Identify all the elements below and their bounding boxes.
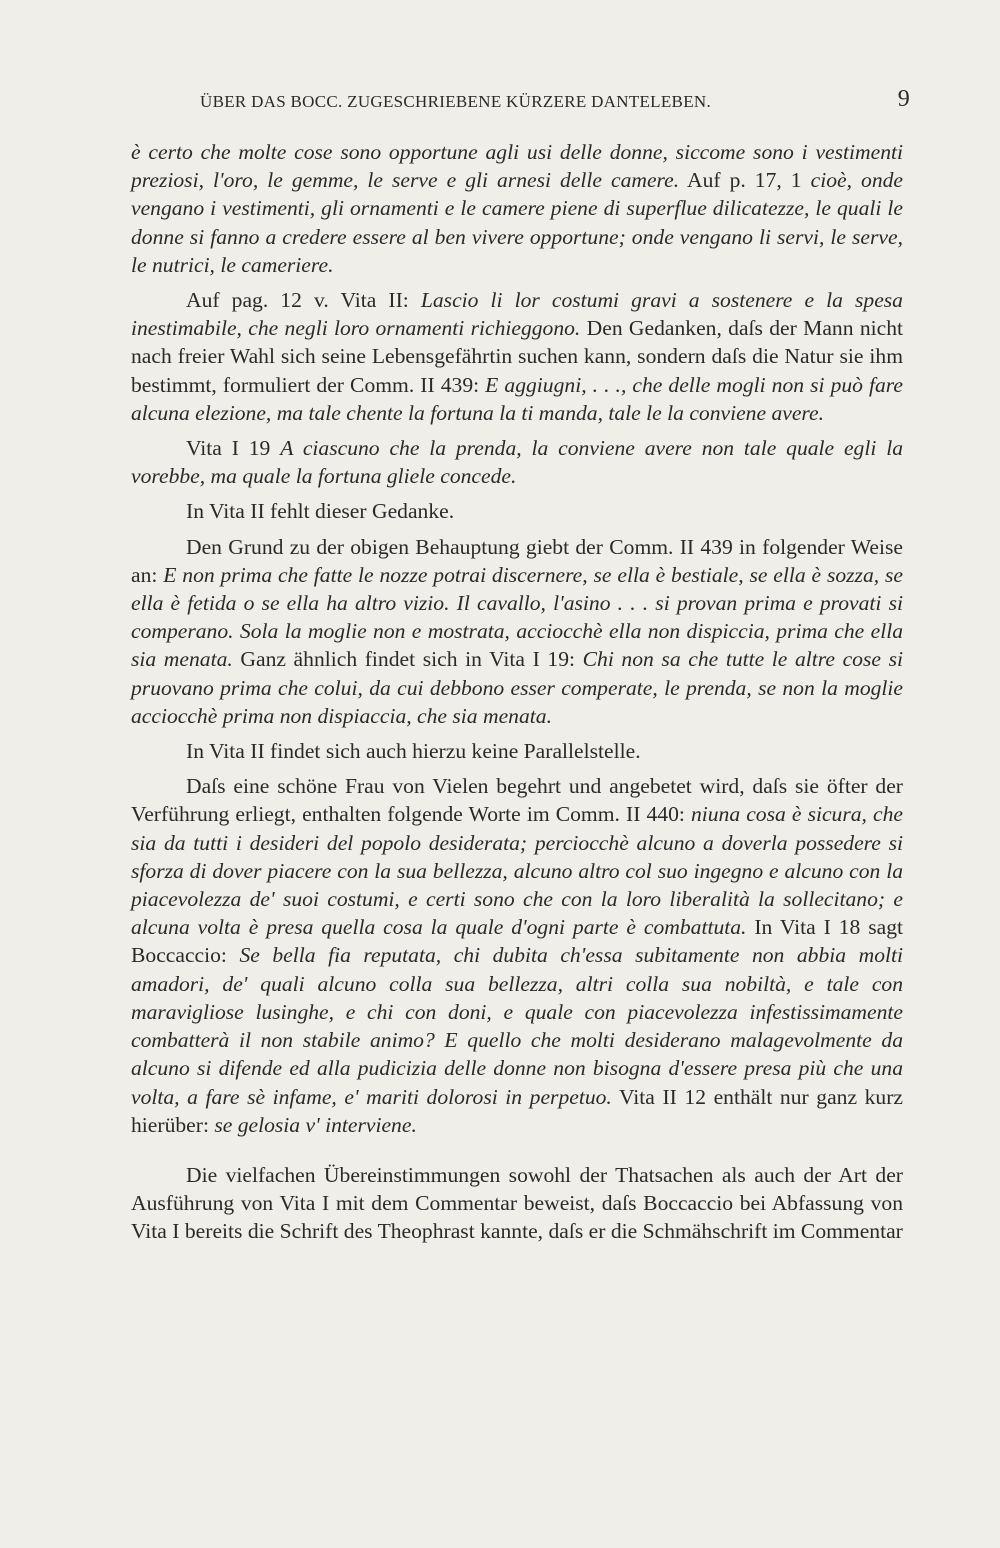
italian-quotation: E aggiugni, . . ., che delle mogli non si può fare alcuna elezione, ma tale chente la fortuna la ti manda, tale le la conviene avere. — [131, 372, 903, 425]
german-text: Auf pag. 12 v. Vita II: — [186, 288, 421, 313]
german-text: Vita I 19 — [186, 436, 281, 461]
german-text: In Vita II findet sich auch hierzu keine Parallelstelle. — [186, 739, 641, 764]
page-number: 9 — [897, 86, 910, 112]
header-title: ÜBER DAS BOCC. ZUGESCHRIEBENE KÜRZERE DANTELEBEN. — [200, 92, 712, 111]
italian-quotation: cioè, onde vengano i vestimenti, gli ornamenti e le camere piene di superflue dilicatezze, le quali le donne si fanno a credere essere al ben vivere opportune; onde vengano li servi, le serve, le nutrici, le cameriere. — [131, 168, 903, 277]
german-text: In Vita I 18 sagt Boccaccio: — [131, 915, 903, 968]
german-text: Daſs eine schöne Frau von Vielen begehrt und angebetet wird, daſs sie öfter der Verführung erliegt, enthalten folgende Worte im Comm. II 440: — [131, 774, 903, 827]
italian-quotation: Lascio li lor costumi gravi a sostenere e la spesa inestimabile, che negli loro ornamenti richieggono. — [131, 288, 903, 341]
german-text: Den Gedanken, daſs der Mann nicht nach freier Wahl sich seine Lebensgefährtin suchen kann, sondern daſs die Natur sie ihm bestimmt, formuliert der Comm. II 439: — [131, 316, 903, 397]
german-text: In Vita II fehlt dieser Gedanke. — [186, 499, 455, 524]
paragraph — [131, 533, 903, 730]
italian-quotation: Chi non sa che tutte le altre cose si pruovano prima che colui, da cui debbono esser comperate, le prenda, se non la moglie acciocchè prima non dispiaccia, che sia menata. — [131, 647, 903, 728]
body-text — [131, 138, 903, 1253]
german-text: Ganz ähnlich findet sich in Vita I 19: — [232, 647, 583, 672]
italian-quotation: niuna cosa è sicura, che sia da tutti i desideri del popolo desiderata; perciocchè alcuno a doverla possedere si sforza di dover piacere con la sua bellezza, alcuno altro col suo ingegno e alcuno con la piacevolezza de' suoi costumi, e certi sono che con la loro liberalità la sollecitano; e alcuna volta è presa quella cosa la quale d'ogni parte è combattuta. — [131, 802, 903, 940]
paragraph — [131, 497, 903, 525]
paragraph — [131, 138, 903, 279]
paragraph — [131, 772, 903, 1139]
italian-quotation: E non prima che fatte le nozze potrai discernere, se ella è bestiale, se ella è sozza, se ella è fetida o se ella ha altro vizio. Il cavallo, l'asino . . . si provan prima e provati si comperano. Sola la moglie non e mostrata, acciocchè ella non dispiccia, prima che ella sia menata. — [131, 562, 903, 672]
italian-quotation: Se bella fia reputata, chi dubita ch'essa subitamente non abbia molti amadori, de' quali alcuno colla sua bellezza, altri colla sua nobiltà, e tale con maravigliose lusinghe, e chi con doni, e quale con piacevolezza infestissimamente combatterà il non stabile animo? E quello che molti desiderano malagevolmente da alcuno si difende ed alla pudicizia delle donne non bisogna d'essere presa più che una volta, a fare sè infame, e' mariti dolorosi in perpetuo. — [131, 943, 903, 1109]
paragraph — [131, 1161, 903, 1246]
german-text: Auf p. 17, 1 — [679, 168, 811, 193]
italian-quotation: se gelosia v' interviene. — [214, 1112, 417, 1137]
german-text: Die vielfachen Übereinstimmungen sowohl der Thatsachen als auch der Art der Ausführung von Vita I mit dem Commentar beweist, daſs Boccaccio bei Abfassung von Vita I bereits die Schrift des Theophrast kannte, daſs er die Schmähschrift im Commentar — [131, 1162, 903, 1244]
paragraph — [131, 434, 903, 490]
italian-quotation: A ciascuno che la prenda, la conviene avere non tale quale egli la vorebbe, ma quale la fortuna gliele concede. — [131, 436, 903, 489]
german-text: Vita II 12 enthält nur ganz kurz hierüber: — [131, 1084, 903, 1137]
paragraph — [131, 737, 903, 765]
italian-quotation: è certo che molte cose sono opportune agli usi delle donne, siccome sono i vestimenti preziosi, l'oro, le gemme, le serve e gli arnesi delle camere. — [131, 140, 903, 193]
german-text: Den Grund zu der obigen Behauptung giebt der Comm. II 439 in folgender Weise an: — [131, 534, 903, 587]
paragraph — [131, 286, 903, 427]
